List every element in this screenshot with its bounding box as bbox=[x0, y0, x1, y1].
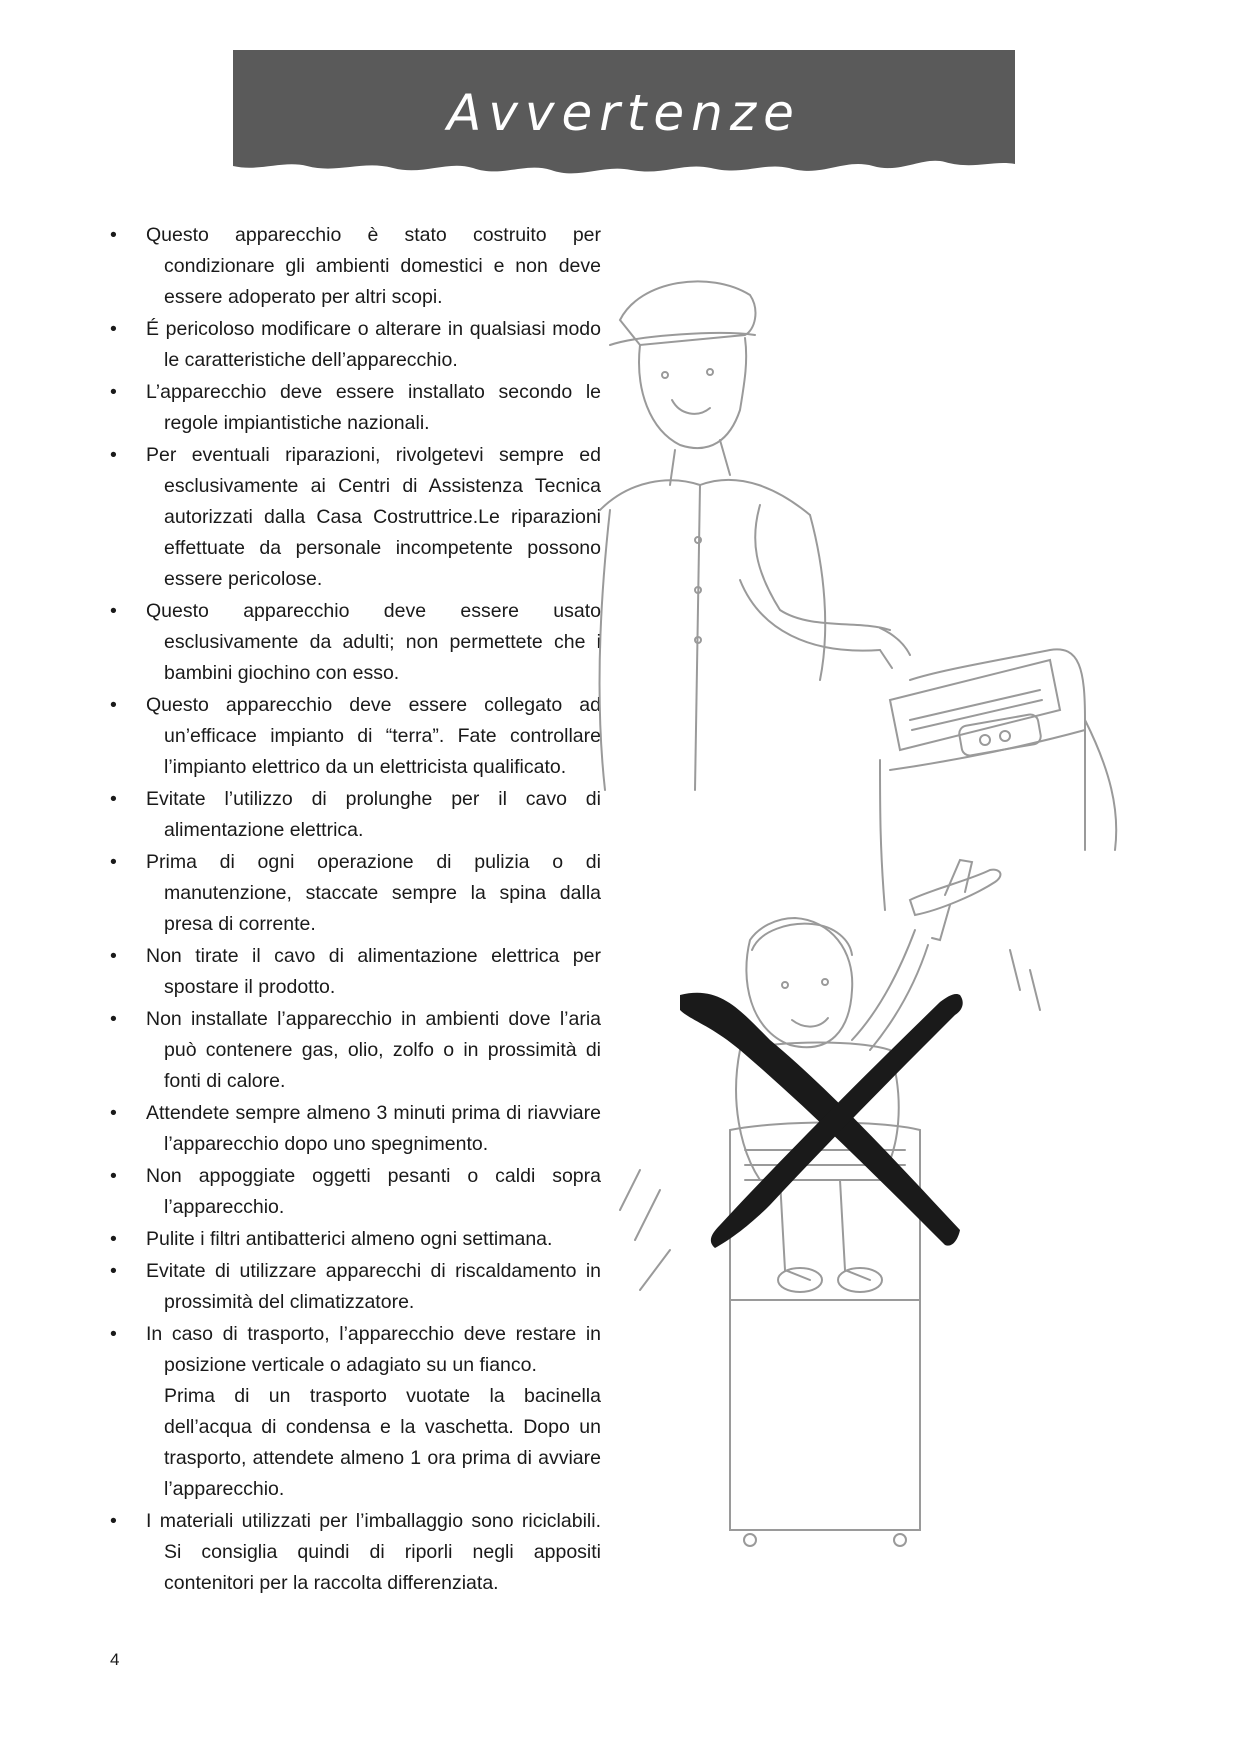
list-item: • In caso di trasporto, l’apparecchio deve restare in posizione verticale o adagiato su un fianco. Prima di un trasporto vuotate la bacinella dell’acqua di condensa e la vaschetta. Dopo un trasporto, attendete almeno 1 ora prima di avviare l’apparecchio. bbox=[106, 1319, 601, 1505]
bullet: • bbox=[110, 1165, 117, 1187]
list-item: • Evitate di utilizzare apparecchi di riscaldamento in prossimità del climatizzatore. bbox=[106, 1256, 601, 1318]
bullet: • bbox=[110, 1008, 117, 1030]
bullet: • bbox=[110, 1510, 117, 1532]
list-item: • É pericoloso modificare o alterare in qualsiasi modo le caratteristiche dell’apparecchio. bbox=[106, 314, 601, 376]
list-item: • Questo apparecchio deve essere collegato ad un’efficace impianto di “terra”. Fate controllare l’impianto elettrico da un elettricista qualificato. bbox=[106, 690, 601, 783]
bullet: • bbox=[110, 1260, 117, 1282]
bullet: • bbox=[110, 851, 117, 873]
warnings-list bbox=[106, 220, 601, 1600]
page-title: Avvertenze bbox=[447, 84, 801, 142]
technician-illustration bbox=[600, 281, 1117, 910]
list-item: • Questo apparecchio deve essere usato esclusivamente da adulti; non permettete che i bambini giochino con esso. bbox=[106, 596, 601, 689]
bullet: • bbox=[110, 788, 117, 810]
list-item: • Evitate l’utilizzo di prolunghe per il cavo di alimentazione elettrica. bbox=[106, 784, 601, 846]
bullet: • bbox=[110, 444, 117, 466]
list-item: • Attendete sempre almeno 3 minuti prima di riavviare l’apparecchio dopo uno spegnimento. bbox=[106, 1098, 601, 1160]
list-item: • I materiali utilizzati per l’imballaggio sono riciclabili. Si consiglia quindi di riporli negli appositi contenitori per la raccolta differenziata. bbox=[106, 1506, 601, 1599]
illustration bbox=[580, 250, 1220, 1590]
bullet: • bbox=[110, 224, 117, 246]
list-item: • Per eventuali riparazioni, rivolgetevi sempre ed esclusivamente ai Centri di Assistenza Tecnica autorizzati dalla Casa Costruttrice.Le riparazioni effettuate da personale incompetente possono essere pericolose. bbox=[106, 440, 601, 595]
list-item: • Non appoggiate oggetti pesanti o caldi sopra l’apparecchio. bbox=[106, 1161, 601, 1223]
page-number: 4 bbox=[110, 1650, 120, 1669]
bullet: • bbox=[110, 1102, 117, 1124]
list-item: • Prima di ogni operazione di pulizia o di manutenzione, staccate sempre la spina dalla presa di corrente. bbox=[106, 847, 601, 940]
list-item: • Pulite i filtri antibatterici almeno ogni settimana. bbox=[106, 1224, 601, 1255]
list-item: • Non installate l’apparecchio in ambienti dove l’aria può contenere gas, olio, zolfo o in prossimità di fonti di calore. bbox=[106, 1004, 601, 1097]
bullet: • bbox=[110, 318, 117, 340]
prohibition-x-icon bbox=[680, 993, 963, 1248]
bullet: • bbox=[110, 600, 117, 622]
child-illustration bbox=[620, 860, 1040, 1546]
bullet: • bbox=[110, 694, 117, 716]
list-item: • Questo apparecchio è stato costruito per condizionare gli ambienti domestici e non deve essere adoperato per altri scopi. bbox=[106, 220, 601, 313]
bullet: • bbox=[110, 381, 117, 403]
list-item: • L’apparecchio deve essere installato secondo le regole impiantistiche nazionali. bbox=[106, 377, 601, 439]
bullet: • bbox=[110, 945, 117, 967]
bullet: • bbox=[110, 1323, 117, 1345]
bullet: • bbox=[110, 1228, 117, 1250]
list-item: • Non tirate il cavo di alimentazione elettrica per spostare il prodotto. bbox=[106, 941, 601, 1003]
